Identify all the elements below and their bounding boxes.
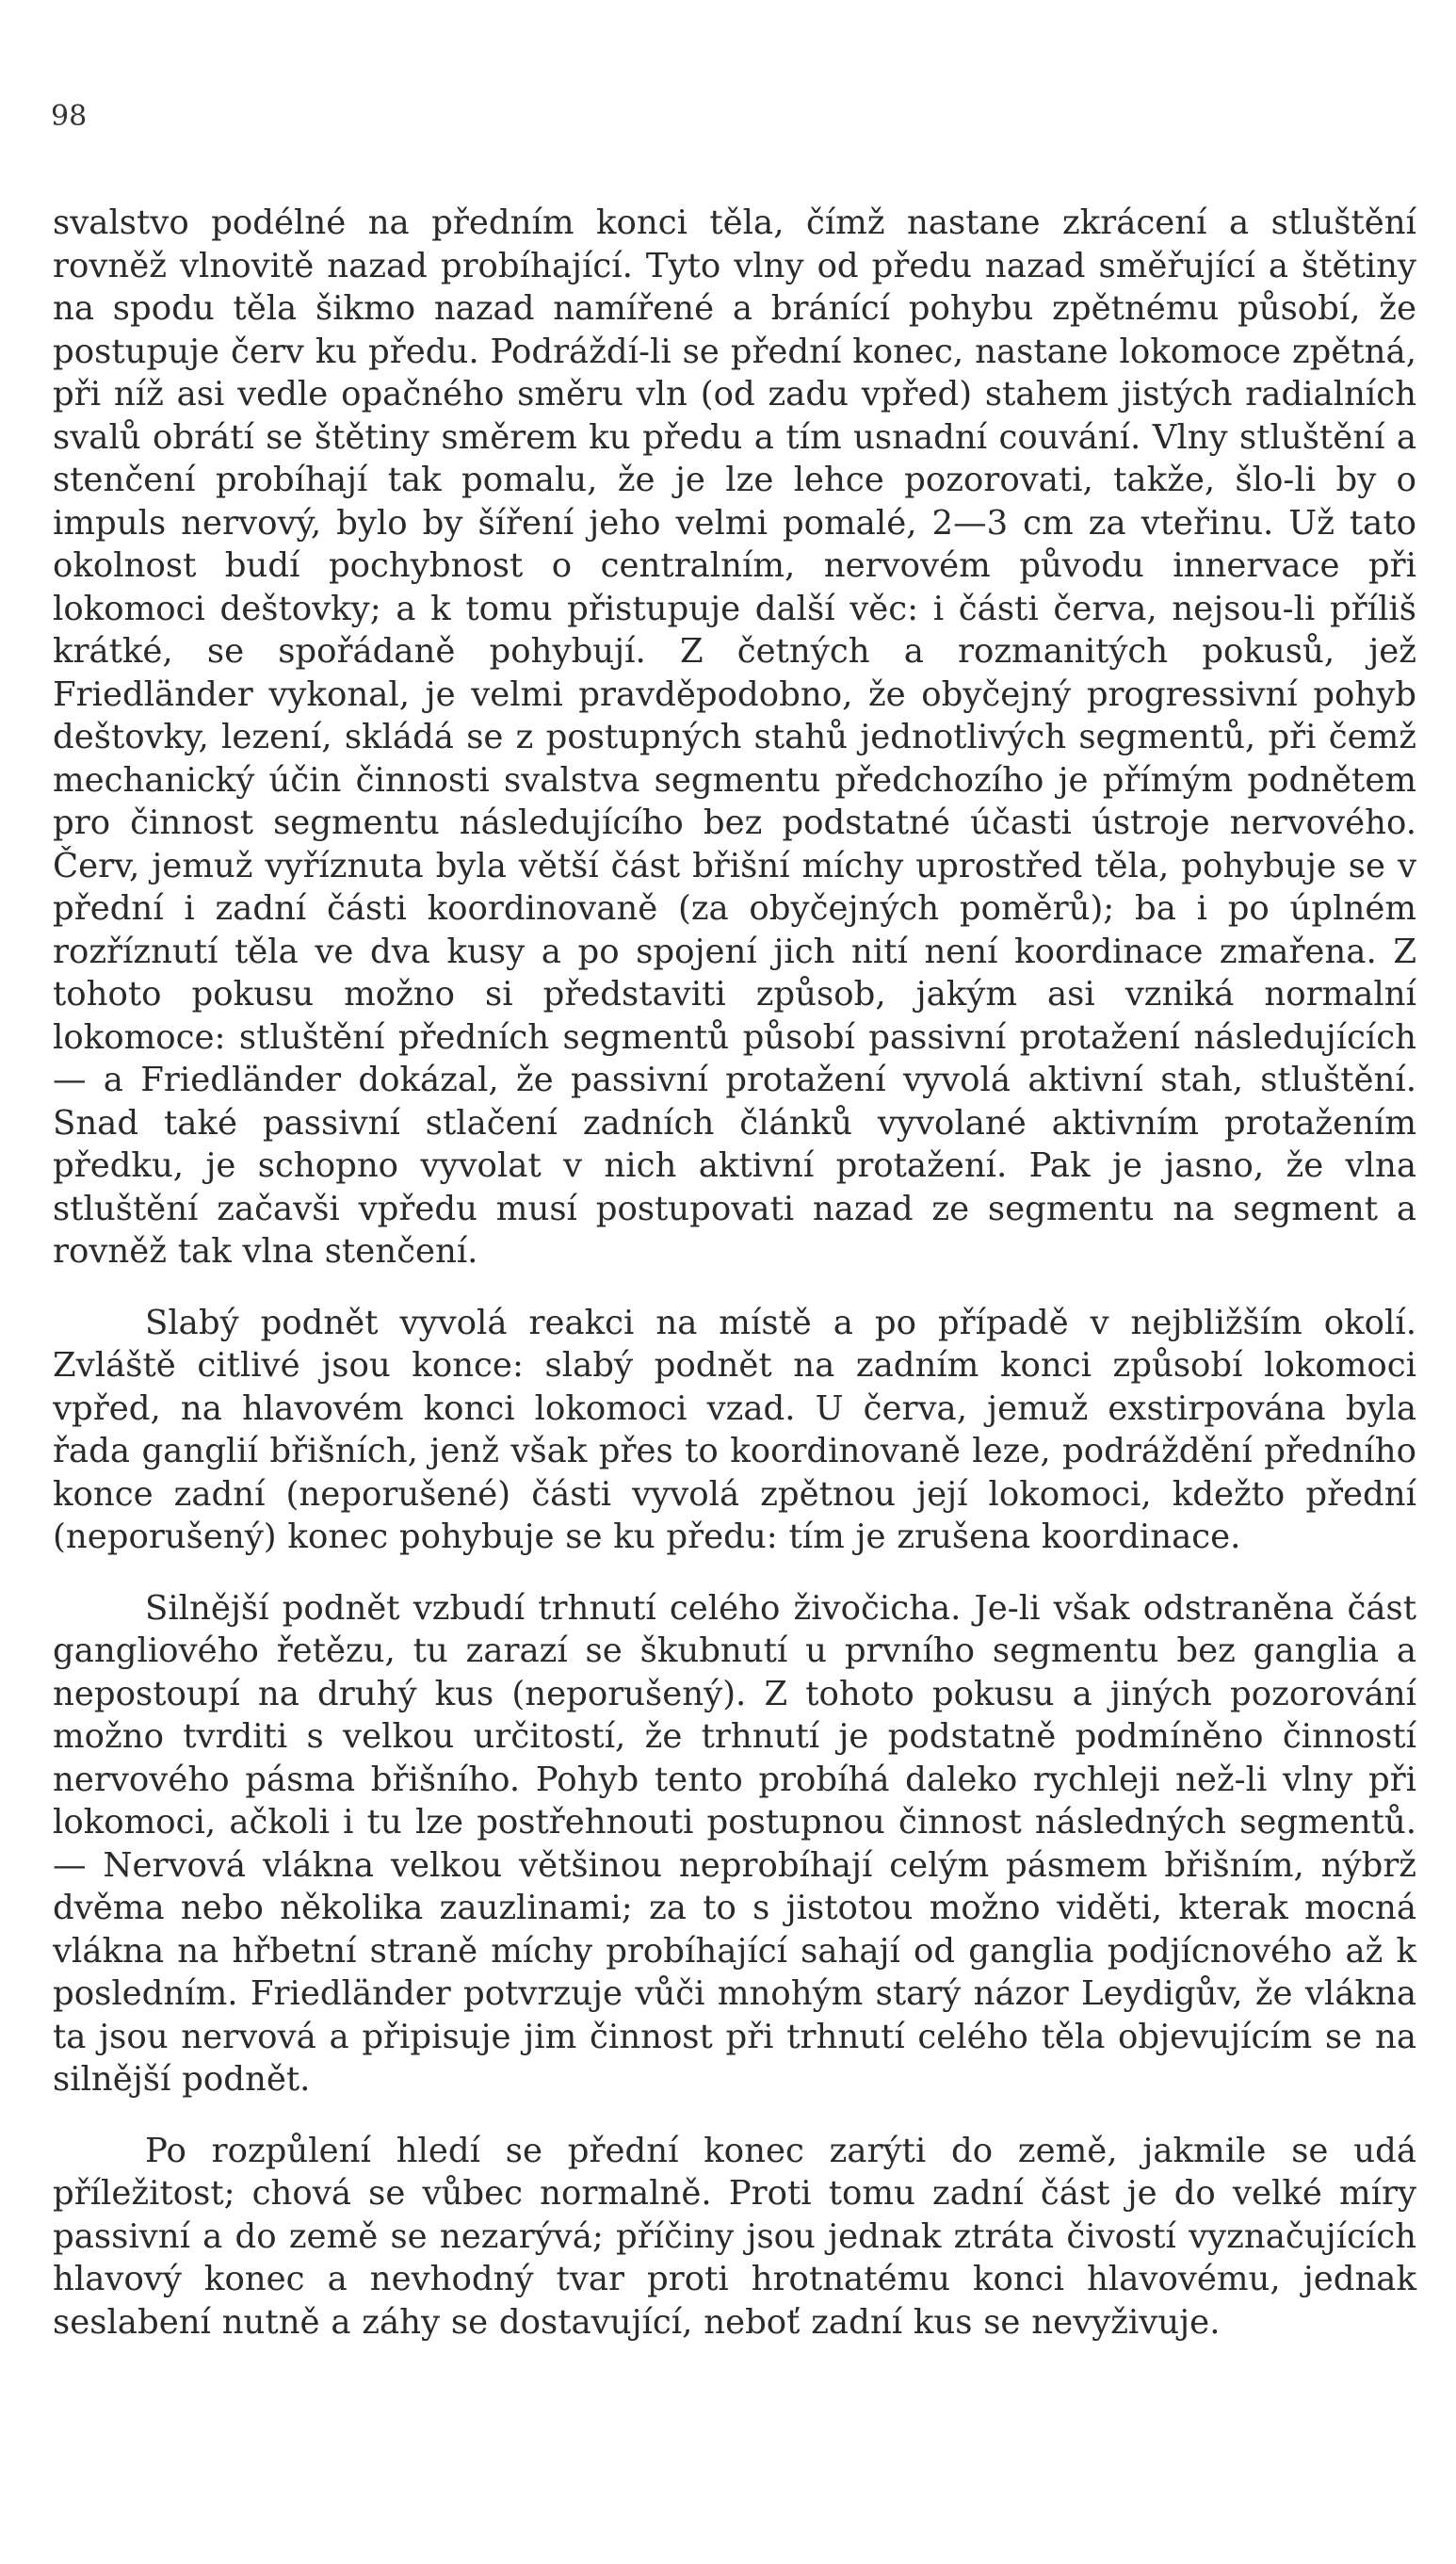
paragraph-4: Po rozpůlení hledí se přední konec zarýti do země, jakmile se udá příležitost; chová se vůbec normalně. Proti tomu zadní část je do velké míry passivní a do země se nezarývá; příčiny jsou jednak ztráta čivostí vyznačujících hlavový konec a nevhodný tvar proti hrotnatému konci hlavovému, jednak seslabení nutně a záhy se dostavující, neboť zadní kus se nevyživuje. bbox=[53, 2131, 1416, 2342]
paragraph-1: svalstvo podélné na předním konci těla, čímž nastane zkrácení a stluštění rovněž vlnovitě nazad probíhající. Tyto vlny od předu nazad směřující a štětiny na spodu těla šikmo nazad namířené a bránící pohybu zpětnému působí, že postupuje červ ku předu. Podráždí-li se přední konec, nastane lokomoce zpětná, při níž asi vedle opačného směru vln (od zadu vpřed) stahem jistých radialních svalů obrátí se štětiny směrem ku předu a tím usnadní couvání. Vlny stluštění a stenčení probíhají tak pomalu, že je lze lehce pozorovati, takže, šlo-li by o impuls nervový, bylo by šíření jeho velmi pomalé, 2—3 cm za vteřinu. Už tato okolnost budí pochybnost o centralním, nervovém původu innervace při lokomoci deštovky; a k tomu přistupuje další věc: i části červa, nejsou-li příliš krátké, se spořádaně pohybují. Z četných a rozmanitých pokusů, jež Friedländer vykonal, je velmi pravděpodobno, že obyčejný progressivní pohyb deštovky, lezení, skládá se z postupných stahů jednotlivých segmentů, při čemž mechanický účin činnosti svalstva segmentu předchozího je přímým podnětem pro činnost segmentu následujícího bez podstatné účasti ústroje nervového. Červ, jemuž vyříznuta byla větší část břišní míchy uprostřed těla, pohybuje se v přední i zadní části koordinovaně (za obyčejných poměrů); ba i po úplném rozříznutí těla ve dva kusy a po spojení jich nití není koordinace zmařena. Z tohoto pokusu možno si představiti způsob, jakým asi vzniká normalní lokomoce: stluštění předních segmentů působí passivní protažení následujících — a Friedländer dokázal, že passivní protažení vyvolá aktivní stah, stluštění. Snad také passivní stlačení zadních článků vyvolané aktivním protažením předku, je schopno vyvolat v nich aktivní protažení. Pak je jasno, že vlna stluštění začavši vpředu musí postupovati nazad ze segmentu na segment a rovněž tak vlna stenčení. bbox=[53, 203, 1416, 1271]
paragraph-2: Slabý podnět vyvolá reakci na místě a po případě v nejbližším okolí. Zvláště citlivé jsou konce: slabý podnět na zadním konci způsobí lokomoci vpřed, na hlavovém konci lokomoci vzad. U červa, jemuž exstirpována byla řada ganglií břišních, jenž však přes to koordinovaně leze, podráždění předního konce zadní (neporušené) části vyvolá zpětnou její lokomoci, kdežto přední (neporušený) konec pohybuje se ku předu: tím je zrušena koordinace. bbox=[53, 1303, 1416, 1556]
paragraph-3: Silnější podnět vzbudí trhnutí celého živočicha. Je-li však odstraněna část gangliového řetězu, tu zarazí se škubnutí u prvního segmentu bez ganglia a nepostoupí na druhý kus (neporušený). Z tohoto pokusu a jiných pozorování možno tvrditi s velkou určitostí, že trhnutí je podstatně podmíněno činností nervového pásma břišního. Pohyb tento probíhá daleko rychleji než-li vlny při lokomoci, ačkoli i tu lze postřehnouti postupnou činnost následných segmentů. — Nervová vlákna velkou většinou neprobíhají celým pásmem břišním, nýbrž dvěma nebo několika zauzlinami; za to s jistotou možno viděti, kterak mocná vlákna na hřbetní straně míchy probíhající sahají od ganglia podjícnového až k posledním. Friedländer potvrzuje vůči mnohým starý názor Leydigův, že vlákna ta jsou nervová a připisuje jim činnost při trhnutí celého těla objevujícím se na silnější podnět. bbox=[53, 1588, 1416, 2099]
page-number: 98 bbox=[51, 100, 88, 133]
body-text bbox=[53, 202, 1416, 2344]
